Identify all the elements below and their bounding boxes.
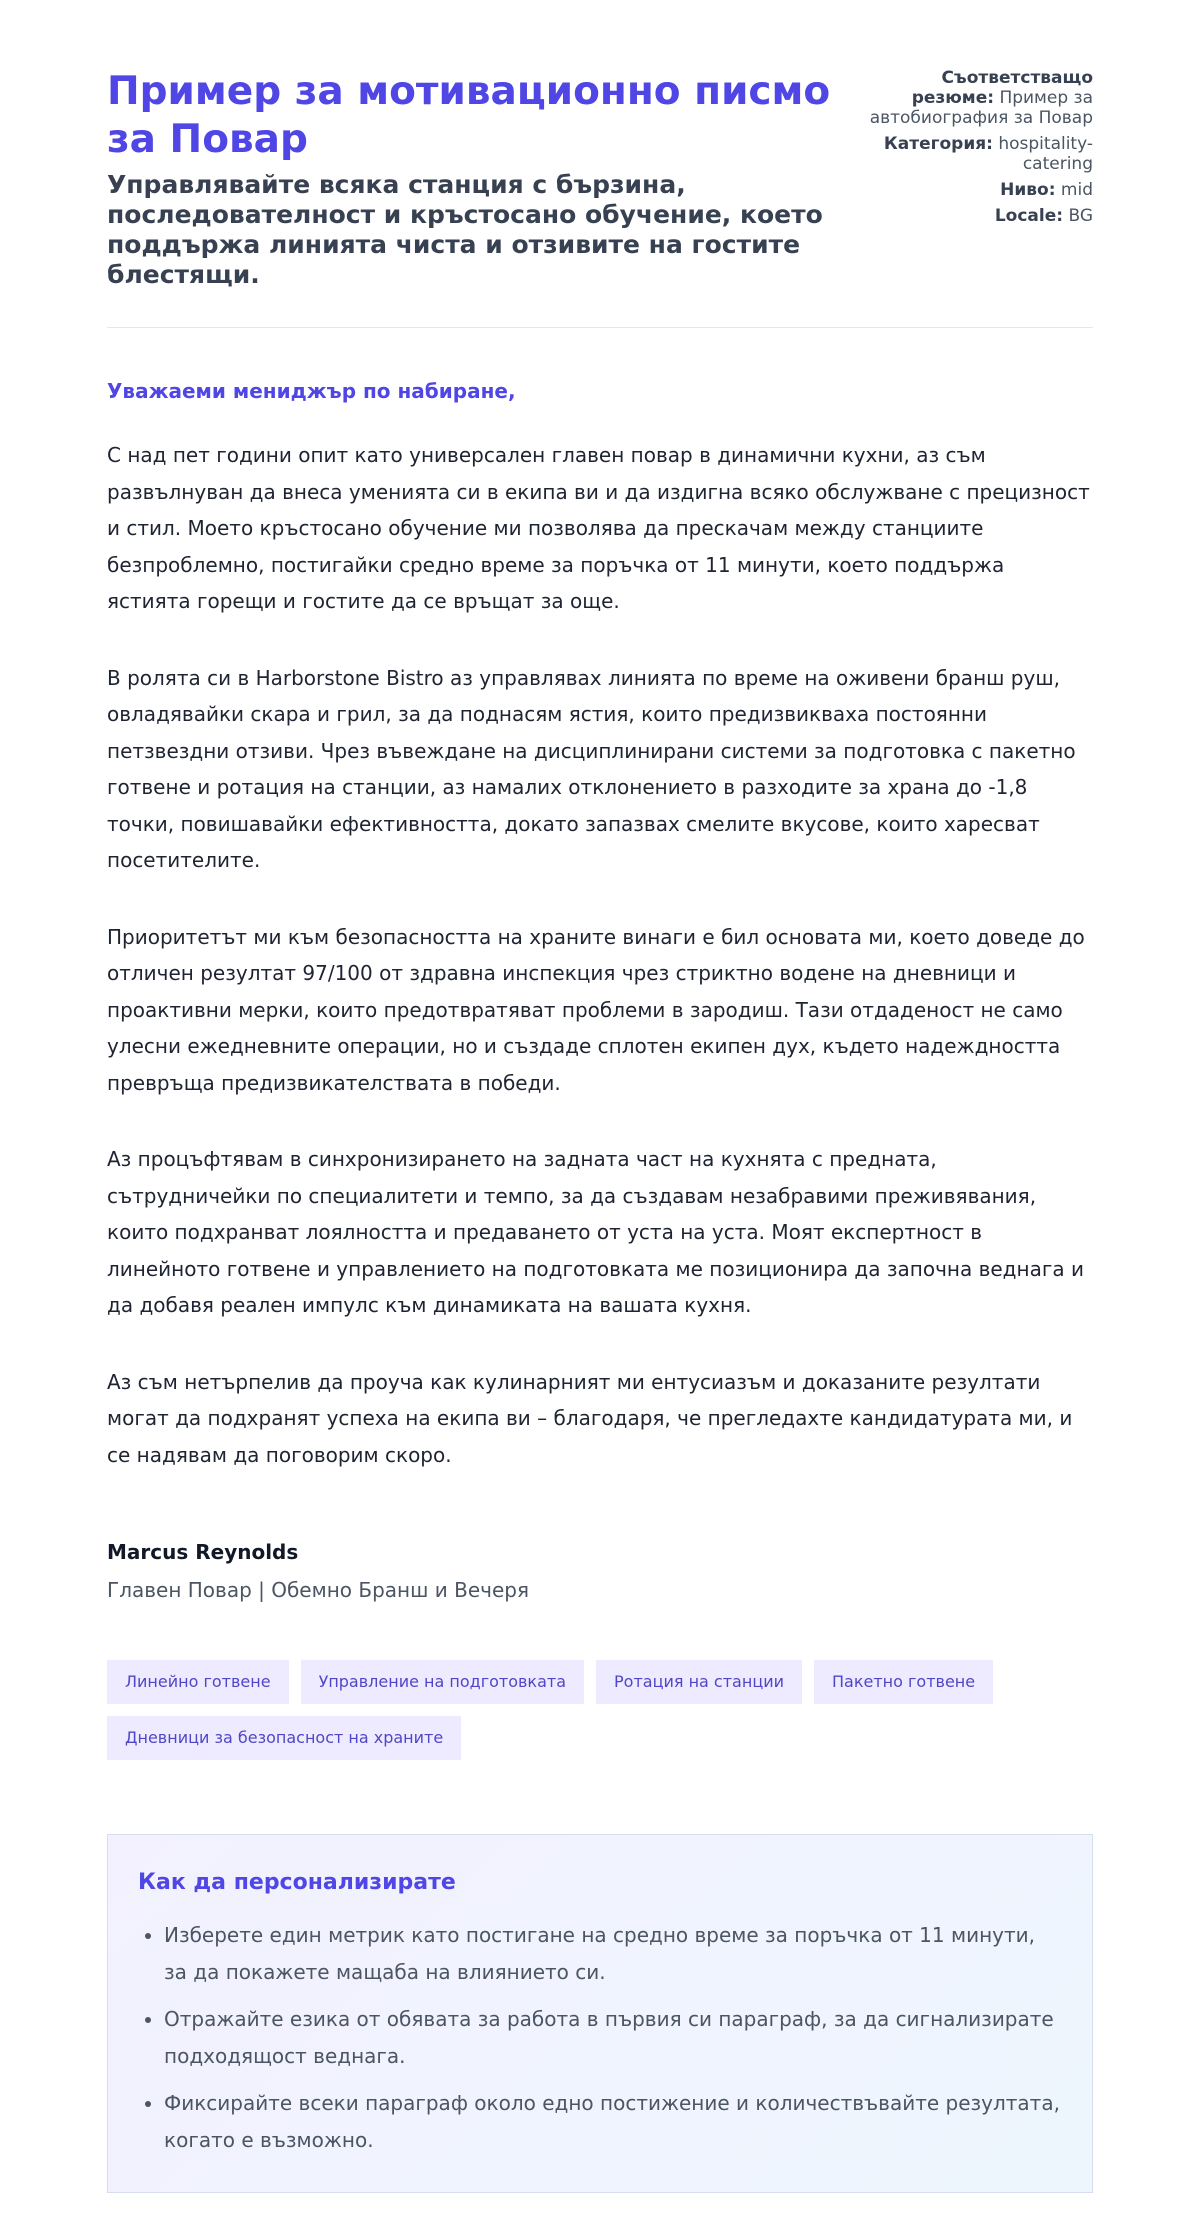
meta-locale-label: Locale:: [994, 206, 1064, 226]
header-divider: [107, 327, 1093, 328]
meta-resume-value: Пример за автобиография за Повар: [869, 88, 1093, 128]
page-header: [107, 68, 1093, 290]
letter-paragraph: Приоритетът ми към безопасността на храните винаги е бил основата ми, което доведе до отличен резултат 97/100 от здравна инспекция чрез стриктно водене на дневници и проактивни мерки, които предотвратяват проблеми в зародиш. Тази отдаденост не само улесни ежедневните операции, но и създаде сплотен екипен дух, където надеждността превръща предизвикателствата в победи.: [107, 924, 1085, 1095]
tips-list: [138, 1917, 1062, 2158]
meta-level-value: mid: [1060, 180, 1093, 200]
meta-category-label: Категория:: [883, 134, 993, 154]
page-title: Пример за мотивационно писмо за Повар: [107, 69, 831, 162]
skill-tags: [107, 1660, 1097, 1760]
letter-paragraph: Аз процъфтявам в синхронизирането на задната част на кухнята с предната, сътрудничейки по специалитети и темпо, за да създавам незабравими преживявания, които подхранват лоялността и предаването от уста на уста. Моят експертност в линейното готвене и управлението на подготовката ме позиционира да започна веднага и да добавя реален импулс към динамиката на вашата кухня.: [107, 1147, 1084, 1317]
salutation: Уважаеми мениджър по набиране,: [107, 379, 516, 403]
meta-locale-value: BG: [1068, 206, 1093, 226]
customization-tips: [107, 1834, 1093, 2193]
meta-resume-label: Съответстващо резюме:: [911, 68, 1093, 108]
tip-item: • Фиксирайте всеки параграф около едно постижение и количествъвайте резултата, когато е възможно.: [164, 2085, 1062, 2158]
skill-tag: Линейно готвене: [107, 1660, 289, 1704]
letter-body: [107, 378, 1093, 1603]
skill-tag: Пакетно готвене: [814, 1660, 993, 1704]
skill-tag: Управление на подготовката: [301, 1660, 584, 1704]
letter-paragraph: В ролята си в Harborstone Bistro аз управлявах линията по време на оживени бранш руш, овладявайки скара и грил, за да поднасям ястия, които предизвикваха постоянни петзвездни отзиви. Чрез въвеждане на дисциплинирани системи за подготовка с пакетно готвене и ротация на станции, аз намалих отклонението в разходите за храна до -1,8 точки, повишавайки ефективността, докато запазвах смелите вкусове, които харесват посетителите.: [107, 665, 1076, 872]
meta-panel: [863, 68, 1093, 232]
signature-name: Marcus Reynolds: [107, 1540, 299, 1564]
meta-category-value: hospitality-catering: [998, 134, 1093, 174]
meta-level-label: Ниво:: [1000, 180, 1056, 200]
tip-item: • Отражайте езика от обявата за работа в първия си параграф, за да сигнализирате подходящост веднага.: [164, 2001, 1062, 2074]
tips-title: Как да персонализирате: [138, 1870, 456, 1895]
tip-item: • Изберете един метрик като постигане на средно време за поръчка от 11 минути, за да покажете мащаба на влиянието си.: [164, 1917, 1062, 1990]
meta-resume: [863, 68, 1093, 128]
letter-paragraph: Аз съм нетърпелив да проуча как кулинарният ми ентусиазъм и доказаните резултати могат да подхранят успеха на екипа ви – благодаря, че прегледахте кандидатурата ми, и се надявам да поговорим скоро.: [107, 1369, 1073, 1467]
skill-tag: Дневници за безопасност на храните: [107, 1716, 461, 1760]
meta-category: [863, 134, 1093, 174]
meta-locale: [863, 206, 1093, 226]
letter-paragraph: С над пет години опит като универсален главен повар в динамични кухни, аз съм развълнуван да внеса уменията си в екипа ви и да издигна всяко обслужване с прецизност и стил. Моето кръстосано обучение ми позволява да прескачам между станциите безпроблемно, постигайки средно време за поръчка от 11 минути, което поддържа ястията горещи и гостите да се връщат за още.: [107, 443, 1090, 613]
page-subtitle: Управлявайте всяка станция с бързина, последователност и кръстосано обучение, което поддържа линията чиста и отзивите на гостите блестящи.: [107, 170, 823, 289]
meta-level: [863, 180, 1093, 200]
signature-title: Главен Повар | Обемно Бранш и Вечеря: [107, 1578, 530, 1602]
header-titles: [107, 68, 857, 290]
skill-tag: Ротация на станции: [596, 1660, 802, 1704]
